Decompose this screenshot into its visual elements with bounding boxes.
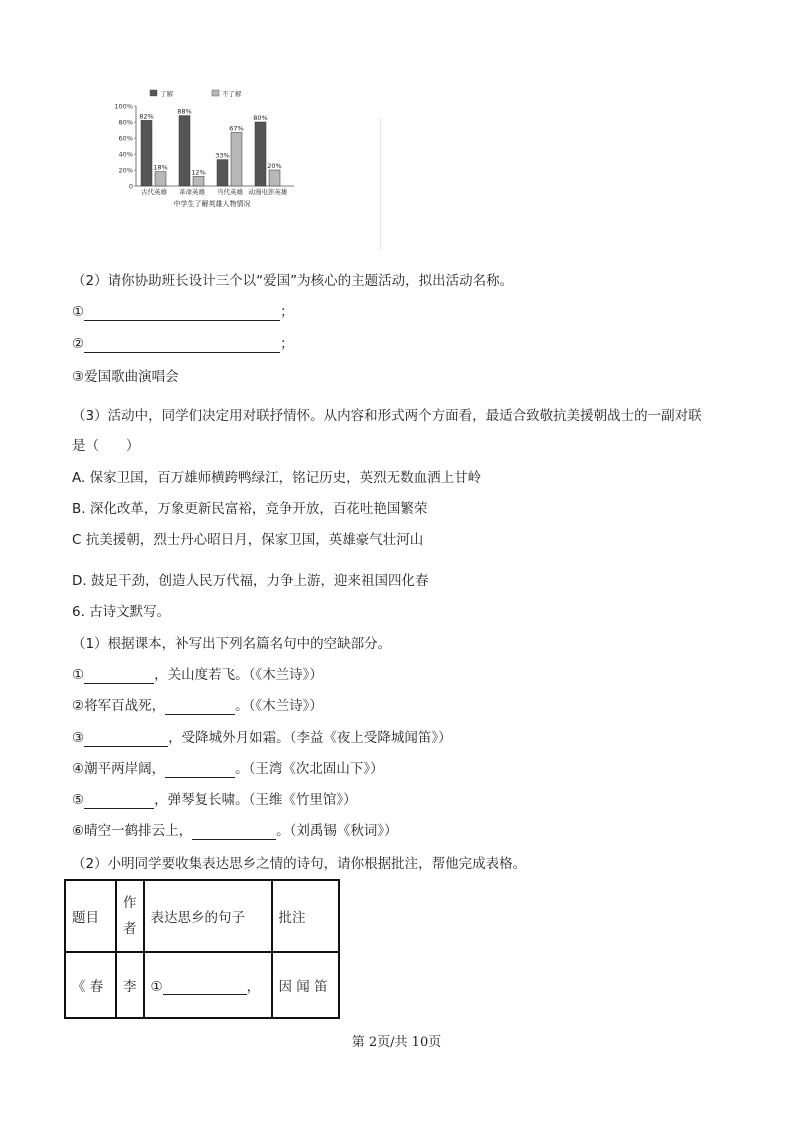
q2-item1-num: ① — [72, 304, 85, 320]
poem-text: ⑤ — [72, 792, 85, 808]
poem-text: ，关山度若飞。（《木兰诗》） — [154, 667, 323, 683]
q2-item-3: ③爱国歌曲演唱会 — [72, 369, 179, 385]
category-label: 当代英雄 — [217, 188, 243, 196]
poem-text: ⑥晴空一鹤排云上， — [72, 823, 193, 839]
bar — [231, 132, 242, 186]
legend-swatch — [212, 90, 219, 96]
q2-prompt: （2）请你协助班长设计三个以“爱国”为核心的主题活动，拟出活动名称。 — [72, 273, 514, 289]
q6-sub2: （2）小明同学要收集表达思乡之情的诗句，请你根据批注，帮他完成表格。 — [72, 856, 527, 872]
poem-text: ②将军百战死， — [72, 698, 166, 714]
chart-title: 中学生了解英雄人物情况 — [173, 200, 251, 208]
q6-sub1: （1）根据课本，补写出下列名篇名句中的空缺部分。 — [72, 636, 392, 652]
table-cell: 《 春 — [65, 952, 116, 1018]
y-tick-label: 40% — [118, 150, 133, 159]
answer-blank[interactable] — [165, 763, 235, 778]
poem-text: ① — [72, 667, 85, 683]
data-label: 80% — [253, 114, 268, 122]
divider-line — [380, 118, 381, 250]
bar — [179, 116, 190, 186]
category-label: 革命英雄 — [179, 188, 205, 196]
table-cell: 因 闻 笛 — [272, 952, 339, 1018]
poem-text: 。（刘禹锡《秋词》） — [276, 823, 398, 839]
data-label: 20% — [267, 162, 282, 170]
data-label: 12% — [191, 168, 206, 177]
bar — [193, 176, 204, 186]
y-tick-label: 80% — [118, 118, 133, 127]
y-tick-label: 60% — [118, 134, 133, 143]
poem-text: 。（王湾《次北固山下》） — [235, 761, 384, 777]
poem-text: ④潮平两岸阔， — [72, 761, 166, 777]
bar — [155, 172, 166, 186]
table-header: 题目 — [65, 880, 116, 952]
bar — [255, 122, 266, 186]
data-label: 67% — [229, 124, 244, 133]
data-label: 18% — [153, 163, 168, 172]
category-label: 动漫电影英雄 — [248, 188, 288, 196]
poem-text: ，受降城外月如霜。（李益《夜上受降城闻笛》） — [168, 730, 452, 746]
q3-option-c: C 抗美援朝，烈士丹心昭日月，保家卫国，英雄豪气壮河山 — [72, 532, 424, 548]
poem-line-5 — [72, 791, 357, 809]
q6-title: 6. 古诗文默写。 — [72, 604, 171, 620]
table-cell — [144, 952, 272, 1018]
legend-swatch — [150, 90, 157, 96]
poem-line-2 — [72, 697, 323, 715]
q2-item-2 — [72, 335, 294, 353]
table-header: 作者 — [116, 880, 144, 952]
poem-line-3 — [72, 729, 452, 747]
y-tick-label: 100% — [114, 102, 133, 111]
table-cell-comma: ， — [246, 979, 261, 995]
q2-item2-end: ； — [280, 336, 294, 352]
q2-item2-num: ② — [72, 336, 85, 352]
q3-option-a: A. 保家卫国，百万雄师横跨鸭绿江，铭记历史，英烈无数血洒上甘岭 — [72, 470, 482, 486]
poem-line-6 — [72, 822, 398, 840]
answer-blank[interactable] — [163, 980, 247, 995]
poem-line-1 — [72, 666, 323, 684]
homesick-poem-table — [64, 879, 340, 1019]
legend-label: 了解 — [160, 90, 173, 98]
category-label: 古代英雄 — [141, 188, 167, 196]
table-cell-num: ① — [150, 979, 163, 995]
table-header: 表达思乡的句子 — [144, 880, 272, 952]
q3-option-b: B. 深化改革，万象更新民富裕，竞争开放，百花吐艳国繁荣 — [72, 501, 428, 517]
poem-text: ③ — [72, 730, 85, 746]
answer-blank[interactable] — [165, 700, 235, 715]
data-label: 33% — [215, 151, 230, 160]
bar-chart — [108, 88, 308, 218]
bar — [217, 160, 228, 186]
poem-text: 。（《木兰诗》） — [235, 698, 323, 714]
bar — [141, 120, 152, 186]
table-header: 批注 — [272, 880, 339, 952]
poem-line-4 — [72, 760, 384, 778]
data-label: 82% — [139, 112, 154, 121]
bar — [269, 170, 280, 186]
q3-prompt-line1: （3）活动中，同学们决定用对联抒情怀。从内容和形式两个方面看，最适合致敬抗美援朝战士的一副对联 — [72, 408, 702, 424]
poem-text: ，弹琴复长啸。（王维《竹里馆》） — [154, 792, 357, 808]
q2-item1-end: ； — [280, 304, 294, 320]
page-footer: 第 2页/共 10页 — [351, 1035, 442, 1050]
q3-option-d: D. 鼓足干劲，创造人民万代福，力争上游，迎来祖国四化春 — [72, 573, 429, 589]
y-tick-label: 20% — [118, 166, 133, 175]
q2-item-1 — [72, 303, 294, 321]
answer-blank[interactable] — [84, 794, 154, 809]
answer-blank[interactable] — [84, 732, 168, 747]
y-tick-label: 0 — [128, 182, 133, 191]
q3-prompt-line2: 是（ ） — [72, 438, 140, 454]
answer-blank[interactable] — [84, 669, 154, 684]
data-label: 88% — [177, 107, 192, 116]
legend-label: 不了解 — [222, 90, 242, 98]
table-cell: 李 — [116, 952, 144, 1018]
answer-blank[interactable] — [192, 825, 276, 840]
answer-blank[interactable] — [84, 306, 280, 321]
answer-blank[interactable] — [84, 338, 280, 353]
